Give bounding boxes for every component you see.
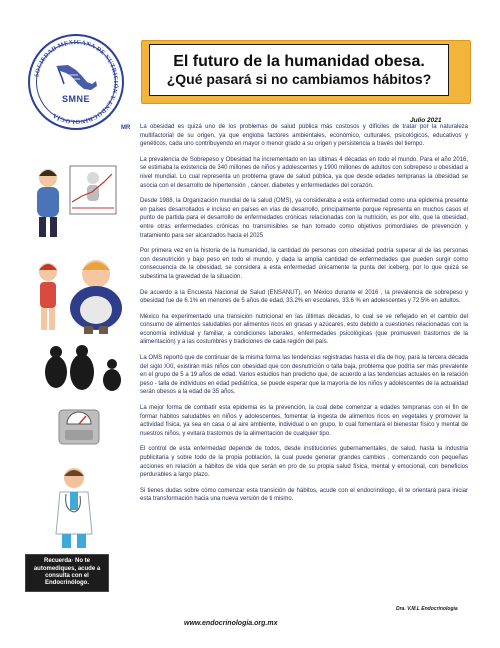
article-paragraph: Por primera vez en la historia de la humanidad, la cantidad de personas con obesidad podría superar al de las personas con desnutrición y bajo peso en todo el mundo, y dada la amplia cantidad de enfermedades que pueden surgir como consecuencia de la obesidad, se considera a esta enfermedad únicamente la punta del iceberg, por lo que quizá se subestima la gravedad de la situación. bbox=[140, 248, 468, 280]
article-paragraph: La OMS reportó que de continuar de la misma forma las tendencias registradas hasta el día de hoy, para la tercera década del siglo XXI, existirán más niños con obesidad que con desnutrición o talla baja, problema que podría ser más prevalente en el grupo de 5 a 19 años de edad. Varios estudios han predicho que, de acuerdo a las tendencias actuales en la relación peso - talla de individuos en edad pediátrica, se puede esperar que la mayoría de los niños y adolescentes de la actualidad serán obesos a la edad de 35 años. bbox=[140, 355, 468, 396]
article-paragraph: La mejor forma de combatir esta epidemia es la prevención, la cual debe comenzar a edades tempranas con el fin de formar hábitos saludables en niños y adolescentes, fomentar la ingesta de alimentos ricos en vegetales y promover la actividad física, ya sea en casa o al aire ambiente, individual o en grupo, lo cual fomentará el bienestar físico y mental de nuestros niños, y evitará trastornos de la alimentación de cualquier tipo. bbox=[140, 405, 468, 437]
family-silhouette-illustration bbox=[42, 344, 126, 392]
scale-icon bbox=[57, 406, 101, 446]
publication-date: Julio 2021 bbox=[410, 117, 442, 124]
registered-mark: MR bbox=[121, 125, 131, 131]
mexico-map-icon bbox=[54, 62, 98, 92]
title-box bbox=[149, 44, 449, 96]
article-paragraph: El control de esta enfermedad depende de todos, desde instituciones gubernamentales, de salud, hasta la industria publicitaria y sobre todo de la propia población, la cual puede generar grandes cambios , comenzando con pequeñas acciones en relación a hábitos de vida que serán en pro de su propia salud física, mental y emocional, con beneficios perdurables a largo plazo. bbox=[140, 446, 468, 479]
article-body bbox=[140, 123, 468, 511]
reminder-note-text: Recuerda· No te automediques, acude a consulta con el Endocrinólogo. bbox=[33, 558, 101, 587]
article-paragraph: La obesidad es quizá uno de los problemas de salud pública más costosos y difíciles de tratar por la naturaleza multifactorial de su origen, ya que engloba factores ambientales, económico, culturales, psicológicos, educativos y genéticos, cada uno contribuyendo en mayor o menor grado a su origen y persistencia a través del tiempo. bbox=[140, 124, 468, 148]
article-paragraph: Desde 1988, la Organización mundial de la salud (OMS), ya consideraba a esta enfermedad como una epidemia presente en países desarrollados e incluso en países en vías de desarrollo, principalmente porque representa en muchos casos el punto de partida para el desarrollo de enfermedades crónicas relacionadas con la nutrición, es por ello, que la obesidad, entre otras enfermedades crónicas no transmisibles se han tomado como objetivos primordiales de prevención y tratamiento para ser alcanzados hacia el 2025 bbox=[140, 198, 468, 239]
doctor-illustration bbox=[48, 464, 100, 550]
thin-and-obese-illustration bbox=[30, 256, 128, 336]
article-paragraph: Si tienes dudas sobre cómo comenzar esta transición de hábitos, acude con el endocrinólogo, él te orientará para iniciar esta transformación hacia una nueva versión de ti mismo. bbox=[140, 487, 468, 503]
page-title: El futuro de la humanidad obesa. bbox=[173, 53, 425, 70]
article-paragraph: México ha experimentado una transición nutricional en las últimas décadas, lo cual se ve reflejado en el cambio del consumo de alimentos saludables por alimentos ricos en grasas y azúcares, esto debido a cuestiones relacionadas con la economía individual y familiar, a condiciones laborales, enfermedades psicológicas (que promueven trastornos de la alimentación) y a las costumbres y tradiciones de cada región del país. bbox=[140, 313, 468, 346]
article-paragraph: De acuerdo a la Encuesta Nacional de Salud (ENSANUT), en México durante el 2016 , la prevalencia de sobrepeso y obesidad fue de 6.1% en menores de 5 años de edad, 33.2% en escolares, 33.6 % en adolescentes y 72.5% en adultos. bbox=[140, 289, 468, 305]
page-subtitle: ¿Qué pasará si no cambiamos hábitos? bbox=[166, 71, 432, 87]
article-paragraph: La prevalencia de Sobrepeso y Obesidad ha incrementado en las últimas 4 décadas en todo el mundo. Para el año 2016, se estimaba la existencia de 340 millones de niños y adolescentes y 1900 millones de adultos con sobrepeso u obesidad a nivel mundial. Lo cual representa un problema grave de salud pública, ya que desde edades tempranas la obesidad se asocia con el desarrollo de hipertensión , cáncer, diabetes y enfermedades del corazón. bbox=[140, 156, 468, 189]
website-link[interactable]: www.endocrinologia.org.mx bbox=[184, 620, 278, 627]
society-logo bbox=[28, 34, 124, 130]
logo-acronym: SMNE bbox=[61, 94, 90, 104]
logo-ring-label: SOCIEDAD MEXICANA DE NUTRICIÓN Y ENDOCRINOLOGÍA bbox=[33, 38, 120, 126]
reminder-note bbox=[25, 554, 109, 592]
weight-person-illustration bbox=[22, 158, 122, 240]
author-signature: Dra. V.M.L Endocrinología bbox=[396, 606, 458, 612]
